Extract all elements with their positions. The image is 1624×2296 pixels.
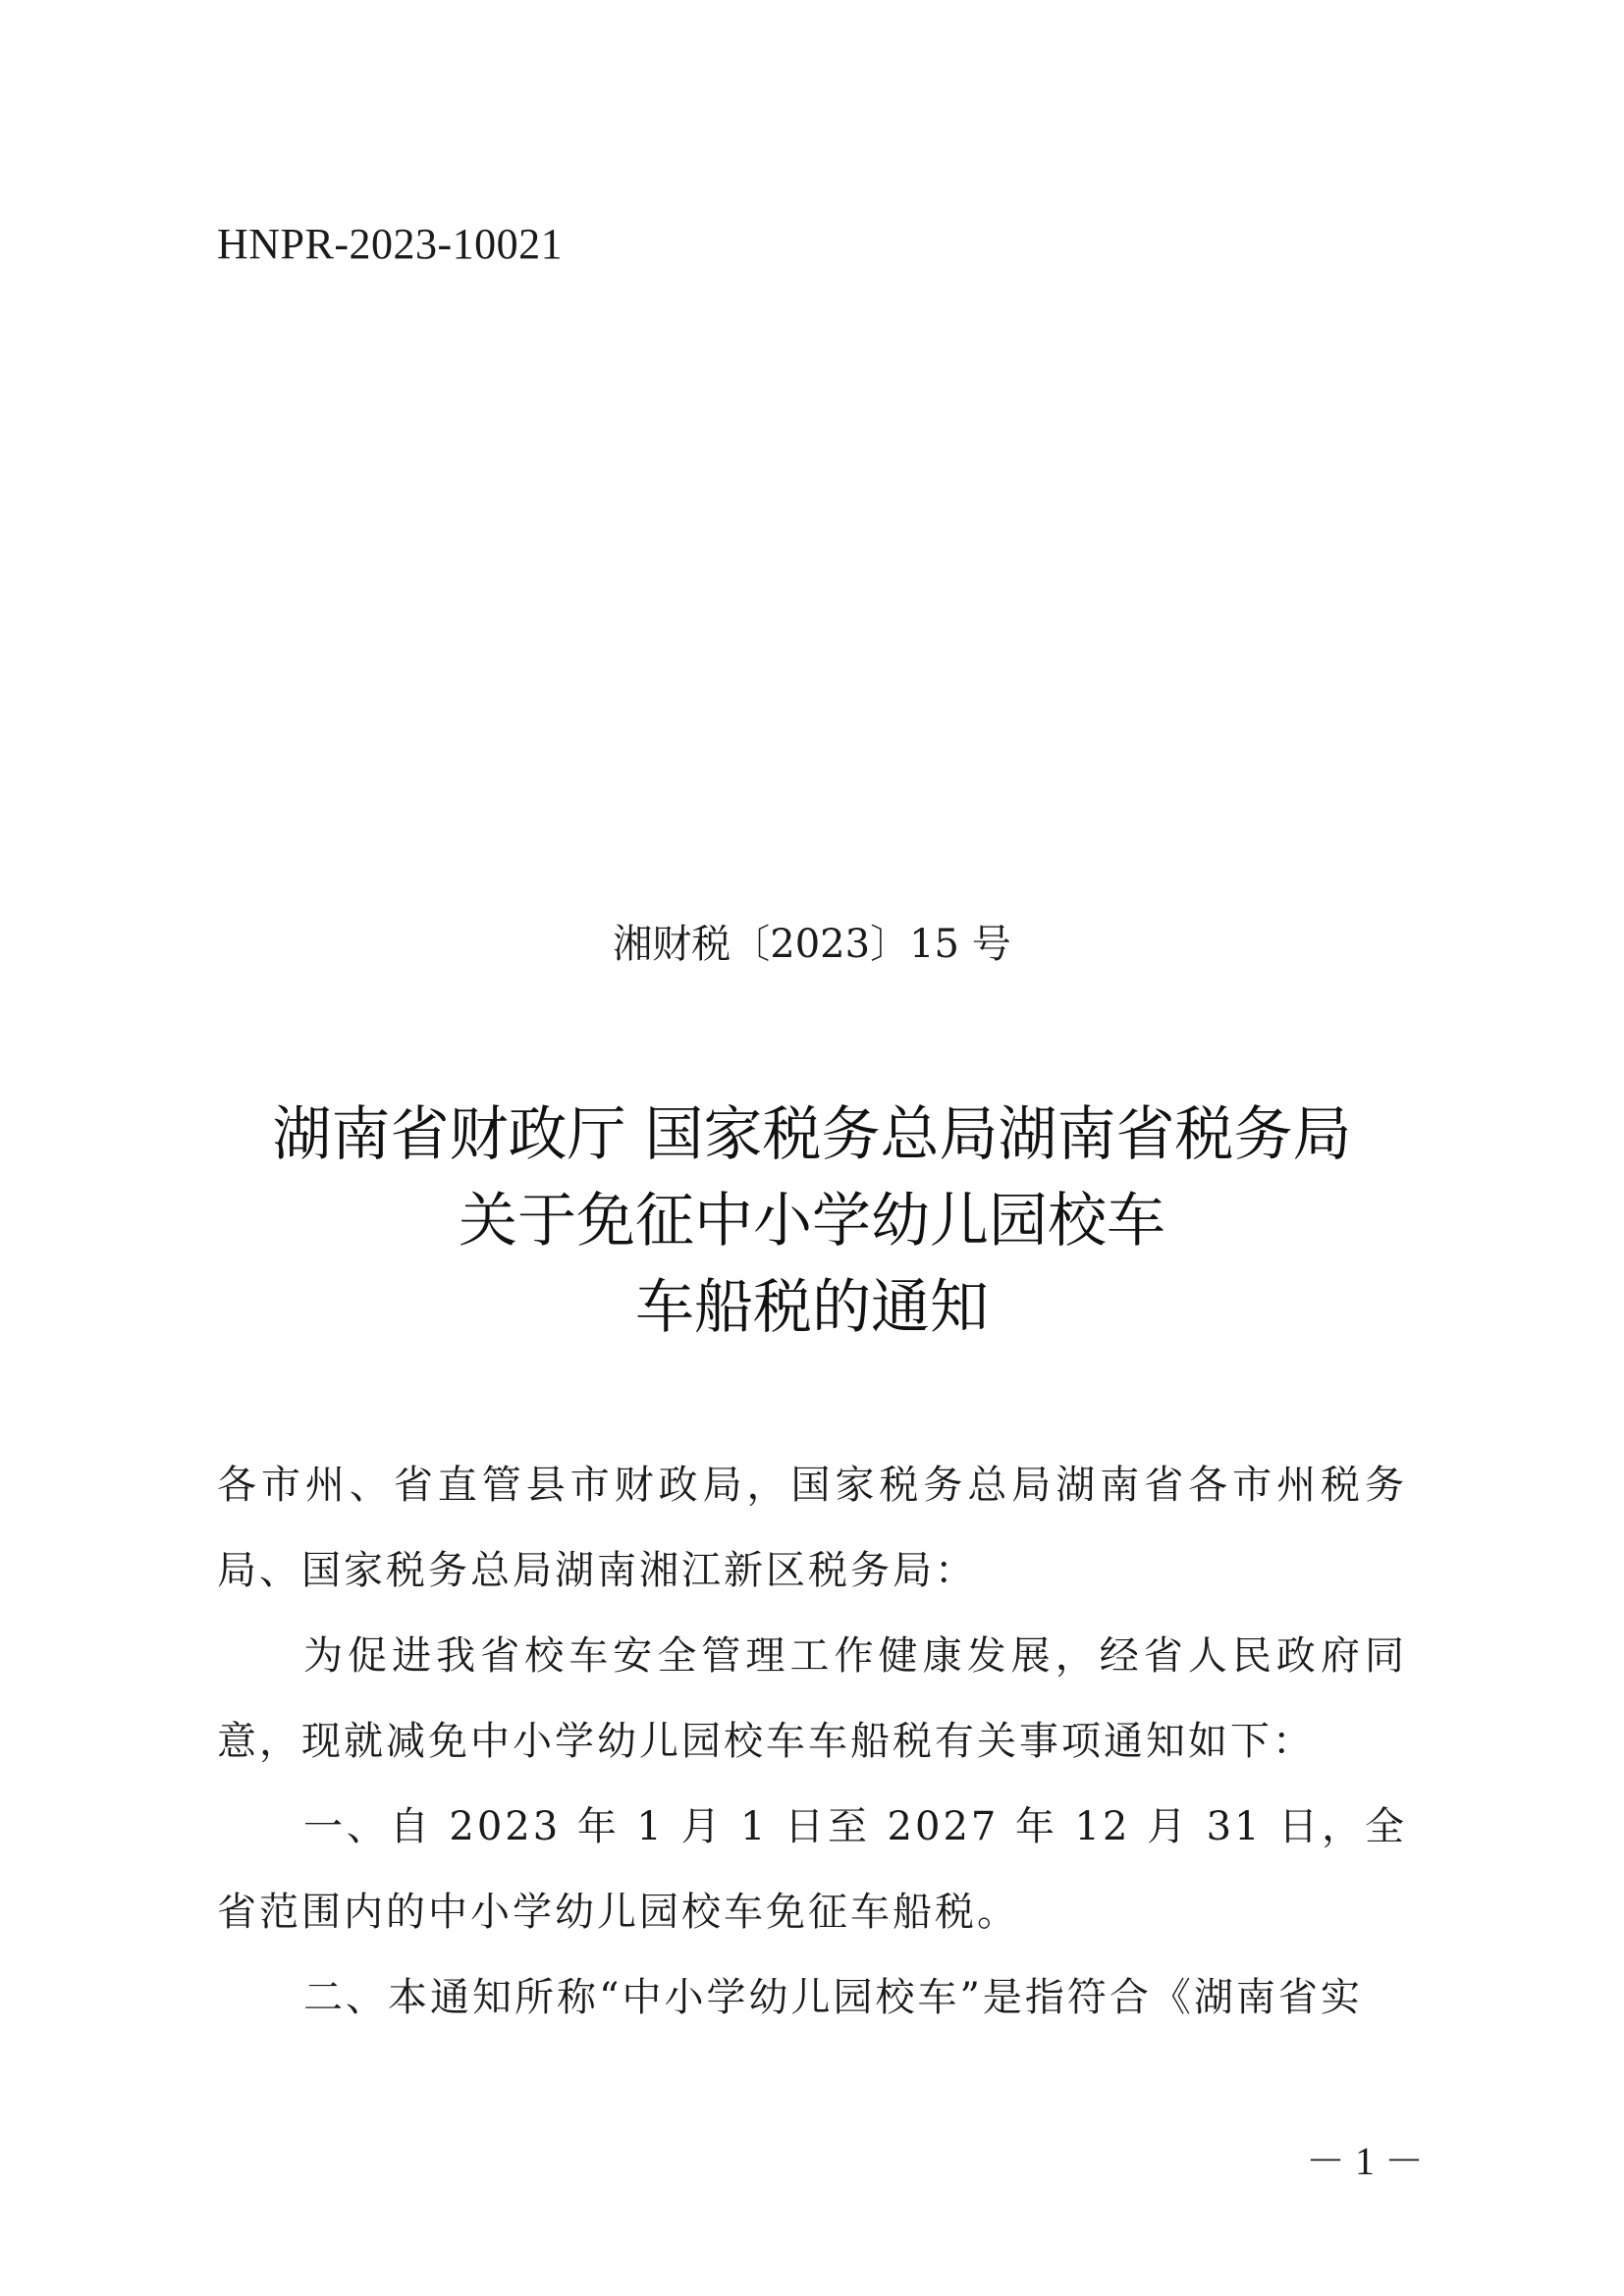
document-number: 湘财税〔2023〕15 号 <box>613 922 1011 967</box>
addressee-paragraph: 各市州、省直管县市财政局，国家税务总局湖南省各市州税务局、国家税务总局湖南湘江新区税务局： <box>217 1463 1407 1593</box>
title-line-3: 车船税的通知 <box>635 1273 989 1342</box>
body-paragraph: 一、自 2023 年 1 月 1 日至 2027 年 12 月 31 日，全省范围内的中小学幼儿园校车免征车船税。 <box>217 1804 1407 1935</box>
title-line-2: 关于免征中小学幼儿园校车 <box>459 1187 1165 1255</box>
document-code: HNPR-2023-10021 <box>217 220 564 268</box>
body-paragraph: 为促进我省校车安全管理工作健康发展，经省人民政府同意，现就减免中小学幼儿园校车车船税有关事项通知如下： <box>217 1633 1407 1764</box>
page-number: － 1 － <box>1306 2139 1424 2183</box>
document-body <box>217 1443 1407 2041</box>
body-paragraph: 二、本通知所称“中小学幼儿园校车”是指符合《湖南省实 <box>303 1975 1363 2020</box>
document-title <box>0 1092 1624 1351</box>
title-line-1: 湖南省财政厅 国家税务总局湖南省税务局 <box>272 1100 1352 1169</box>
